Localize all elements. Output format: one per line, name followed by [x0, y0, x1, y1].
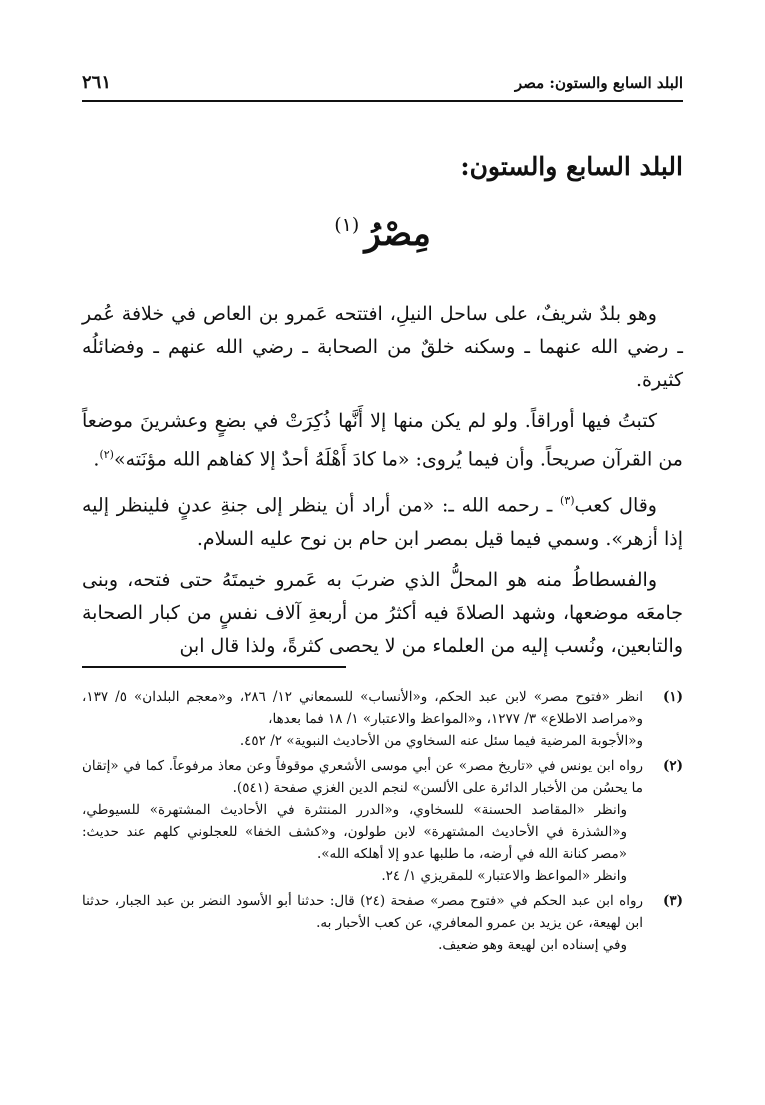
footnotes — [82, 686, 683, 959]
page-number: ٢٦١ — [82, 72, 112, 93]
footnote-ref: (٢) — [99, 448, 114, 461]
footnote-line: و«الأجوبة المرضية فيما سئل عنه السخاوي من الأحاديث النبوية» ٢/ ٤٥٢. — [239, 733, 643, 749]
running-title: البلد السابع والستون: مصر — [514, 74, 683, 92]
paragraph-text: وهو بلدٌ شريفٌ، على ساحل النيلِ، افتتحه عَمرو بن العاص في خلافة عُمر ـ رضي الله عنهما ـ وسكنه خلقٌ من الصحابة ـ رضي الله عنهم ـ وفضائلُه كثيرة. — [82, 303, 683, 391]
footnote-number: (٢) — [662, 758, 683, 774]
chapter-footnote-ref: (١) — [334, 214, 360, 236]
footnote — [82, 686, 683, 752]
footnote-number: (٣) — [662, 893, 683, 909]
paragraph-text-end: . — [93, 448, 100, 471]
footnote-separator — [82, 666, 346, 668]
body-text — [82, 298, 683, 671]
footnote — [82, 890, 683, 956]
footnote-line: رواه ابن عبد الحكم في «فتوح مصر» صفحة (٢٤) قال: حدثنا أبو الأسود النضر بن عبد الجبار، حدثنا ابن لهيعة، عن يزيد بن عمرو المعافري، عن كعب الأحبار به. — [82, 893, 643, 931]
footnote-line: وفي إسناده ابن لهيعة وهو ضعيف. — [438, 937, 627, 953]
paragraph — [82, 298, 683, 397]
paragraph-text-end: ـ رحمه الله ـ: «من أراد أن ينظر إلى جنةِ عدنٍ فلينظر إليه إذا أزهر». وسمي فيما قيل بمصر ابن حام بن نوح عليه السلام. — [82, 494, 683, 550]
paragraph-text: وقال كعب — [574, 494, 657, 517]
paragraph — [82, 564, 683, 663]
paragraph-text: كتبتُ فيها أوراقاً. ولو لم يكن منها إلا أَنَّها ذُكِرَتْ في بضعٍ وعشرينَ موضعاً من القرآن صريحاً. وأن فيما يُروى: «ما كادَ أَهْلَهُ أحدٌ إلا كفاهم الله مؤنَته» — [82, 410, 683, 471]
chapter-title — [0, 214, 765, 254]
footnote-line: وانظر «المواعظ والاعتبار» للمقريزي ١/ ٢٤. — [381, 868, 627, 884]
paragraph — [82, 484, 683, 555]
page-header — [82, 70, 683, 102]
footnote-ref: (٣) — [560, 494, 575, 508]
footnote-line: انظر «فتوح مصر» لابن عبد الحكم، و«الأنساب» للسمعاني ١٢/ ٢٨٦، و«معجم البلدان» ٥/ ١٣٧، و«مراصد الاطلاع» ٣/ ١٢٧٧، و«المواعظ والاعتبار» ١/ ١٨ فما بعدها، — [82, 689, 644, 727]
paragraph — [82, 405, 683, 476]
footnote-line: رواه ابن يونس في «تاريخ مصر» عن أبي موسى الأشعري موقوفاً وعن معاذ مرفوعاً. كما في «إتقان ما يحسُن من الأخبار الدائرة على الألسن» لنجم الدين الغزي صفحة (٥٤١). — [82, 758, 643, 796]
footnote — [82, 755, 683, 887]
paragraph-text: والفسطاطُ منه هو المحلُّ الذي ضربَ به عَمرو خيمتَهُ حتى فتحه، وبنى جامعَه موضعها، وشهد الصلاةَ فيه أكثرُ من أربعةِ آلاف نفسٍ من كبار الصحابة والتابعين، ونُسب إليه من العلماء من لا يحصى كثرةً، ولذا قال ابن — [82, 568, 683, 657]
chapter-title-text: مِصْرُ — [364, 214, 431, 254]
section-title: البلد السابع والستون: — [460, 152, 683, 181]
footnote-number: (١) — [662, 689, 683, 705]
footnote-line: وانظر «المقاصد الحسنة» للسخاوي، و«الدرر المنتثرة في الأحاديث المشتهرة» للسيوطي، و«الشذرة في الأحاديث المشتهرة» لابن طولون، و«كشف الخفا» للعجلوني كلهم عند حديث: «مصر كنانة الله في أرضه، ما طلبها عدو إلا أهلكه الله». — [82, 802, 627, 862]
